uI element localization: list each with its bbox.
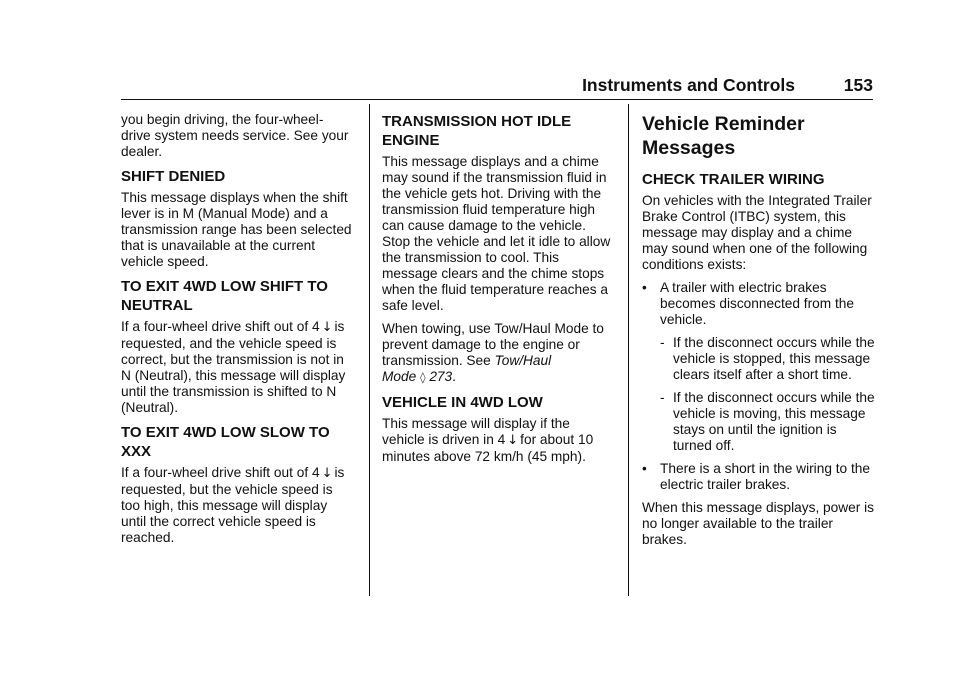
in4wd-text-start: This message will display if the vehicle is driven in 4 <box>382 416 570 447</box>
column-divider-right <box>628 104 629 596</box>
bullet-icon: • <box>642 461 647 476</box>
sub-bullet-item <box>660 335 875 383</box>
column-right <box>642 112 875 555</box>
heading-exit-shift-neutral: TO EXIT 4WD LOW SHIFT TO NEUTRAL <box>121 278 328 314</box>
exit-neutral-text <box>121 319 353 416</box>
low-range-arrow-icon: ↓ <box>321 320 333 335</box>
sub-bullet-text: If the disconnect occurs while the vehicle is moving, this message stays on until the ignition is turned off. <box>673 390 875 453</box>
trailer-intro-text: On vehicles with the Integrated Trailer Brake Control (ITBC) system, this message may display and a chime may sound when one of the following conditions exists: <box>642 193 872 272</box>
header-rule <box>121 99 873 100</box>
towing-text <box>382 321 612 386</box>
hot-idle-text: This message displays and a chime may sound if the transmission fluid in the vehicle gets hot. Driving with the transmission fluid temperature high can cause damage to the vehicle. Stop the vehicle and let it idle to allow the transmission to cool. This message clears and the chime stops when the fluid temperature reaches a safe level. <box>382 154 611 313</box>
towing-text-start: When towing, use Tow/Haul Mode to prevent damage to the engine or transmission. See <box>382 321 604 368</box>
heading-vehicle-in-4wd-low: VEHICLE IN 4WD LOW <box>382 394 543 411</box>
low-range-arrow-icon: ↓ <box>507 433 519 448</box>
page-reference-icon: ◊ <box>420 371 426 384</box>
exit-slow-text <box>121 465 353 546</box>
exit-neutral-text-start: If a four-wheel drive shift out of 4 <box>121 319 320 334</box>
tow-haul-mode-page: 273 <box>429 369 453 384</box>
dash-icon: - <box>660 390 665 405</box>
closing-text: When this message displays, power is no longer available to the trailer brakes. <box>642 500 875 547</box>
continued-paragraph: you begin driving, the four-wheel-drive system needs service. See your dealer. <box>121 112 349 159</box>
tow-haul-mode-link-label: Tow/Haul Mode <box>382 353 552 384</box>
section-title: Instruments and Controls <box>582 75 795 95</box>
bullet-icon: • <box>642 280 647 295</box>
sub-bullet-item <box>660 390 875 454</box>
bullet-item <box>642 461 875 493</box>
heading-shift-denied: SHIFT DENIED <box>121 168 226 185</box>
heading-vehicle-reminder-messages: Vehicle Reminder Messages <box>642 113 805 159</box>
in4wd-text <box>382 416 612 465</box>
shift-denied-text: This message displays when the shift lever is in M (Manual Mode) and a transmission range has been selected that is unavailable at the current vehicle speed. <box>121 190 352 269</box>
column-left <box>121 112 353 553</box>
heading-exit-slow: TO EXIT 4WD LOW SLOW TO XXX <box>121 424 330 460</box>
low-range-arrow-icon: ↓ <box>321 466 333 481</box>
exit-neutral-text-end: is requested, and the vehicle speed is correct, but the transmission is not in N (Neutral), this message will display until the transmission is shifted to N (Neutral). <box>121 319 346 415</box>
bullet-item <box>642 280 875 328</box>
dash-icon: - <box>660 335 665 350</box>
column-divider-left <box>369 104 370 596</box>
bullet-text: There is a short in the wiring to the electric trailer brakes. <box>660 461 870 492</box>
page-header <box>121 70 873 100</box>
column-middle <box>382 112 612 472</box>
page-number: 153 <box>843 75 873 95</box>
sub-bullet-text: If the disconnect occurs while the vehicle is stopped, this message clears itself after a short time. <box>673 335 875 382</box>
exit-slow-text-start: If a four-wheel drive shift out of 4 <box>121 465 320 480</box>
towing-text-end: . <box>452 369 456 384</box>
in4wd-text-end: for about 10 minutes above 72 km/h (45 mph). <box>382 432 594 464</box>
bullet-text: A trailer with electric brakes becomes disconnected from the vehicle. <box>660 280 855 327</box>
heading-transmission-hot-idle: TRANSMISSION HOT IDLE ENGINE <box>382 113 572 149</box>
heading-check-trailer-wiring: CHECK TRAILER WIRING <box>642 171 825 188</box>
exit-slow-text-end: is requested, but the vehicle speed is too high, this message will display until the correct vehicle speed is reached. <box>121 465 345 545</box>
